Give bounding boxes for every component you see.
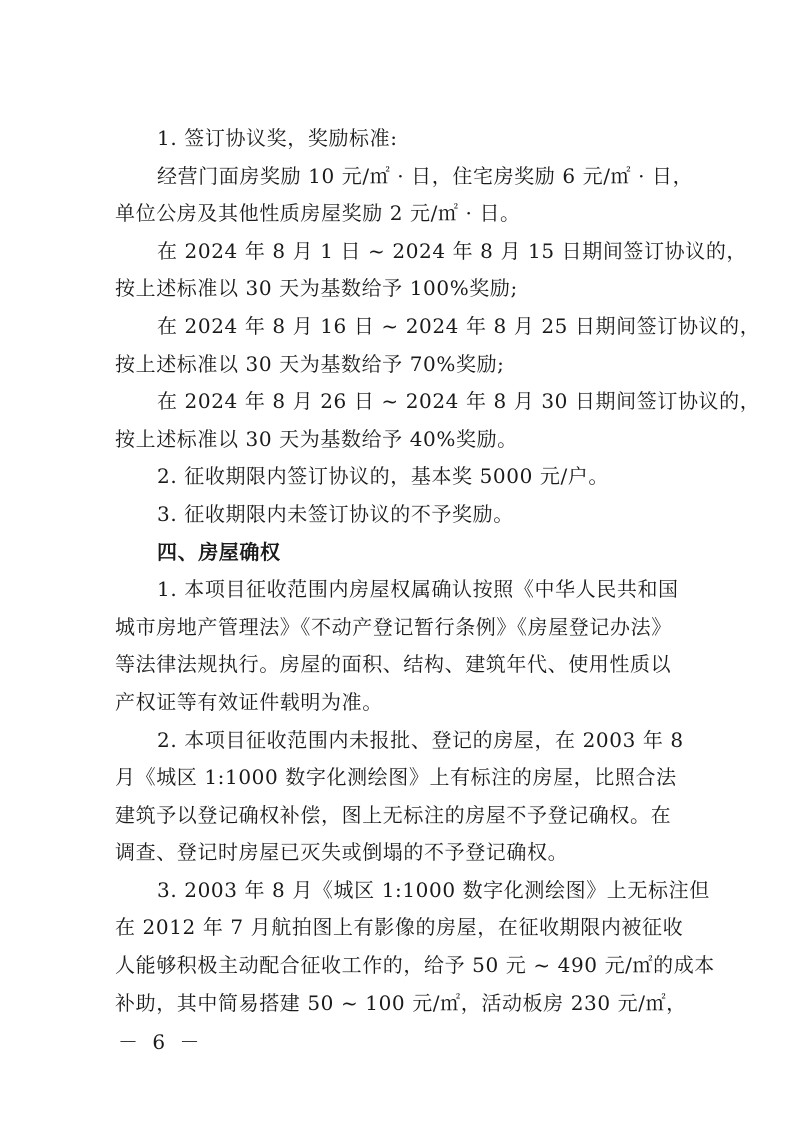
paragraph-line: 经营门面房奖励 10 元/㎡ · 日，住宅房奖励 6 元/㎡ · 日，: [157, 163, 694, 188]
document-body: [115, 120, 761, 1022]
paragraph-line: 3. 征收期限内未签订协议的不予奖励。: [157, 501, 514, 526]
paragraph-line: 1. 签订协议奖，奖励标准:: [157, 126, 398, 150]
section-heading: 四、房屋确权: [157, 539, 281, 564]
paragraph-line: 1. 本项目征收范围内房屋权属确认按照《中华人民共和国: [157, 577, 679, 602]
paragraph-line: 按上述标准以 30 天为基数给予 70%奖励;: [115, 351, 505, 376]
paragraph-line: 按上述标准以 30 天为基数给予 100%奖励;: [115, 276, 518, 301]
paragraph-line: 调查、登记时房屋已灭失或倒塌的不予登记确权。: [115, 840, 569, 865]
paragraph-line: 单位公房及其他性质房屋奖励 2 元/㎡ · 日。: [115, 201, 521, 226]
paragraph-line: 建筑予以登记确权补偿，图上无标注的房屋不予登记确权。在: [115, 802, 672, 827]
paragraph-line: 2. 征收期限内签订协议的，基本奖 5000 元/户。: [157, 464, 609, 489]
paragraph-line: 等法律法规执行。房屋的面积、结构、建筑年代、使用性质以: [115, 652, 672, 677]
page-number: － 6 －: [118, 1030, 204, 1054]
paragraph-line: 按上述标准以 30 天为基数给予 40%奖励。: [115, 426, 518, 451]
paragraph-line: 人能够积极主动配合征收工作的，给予 50 元 ~ 490 元/㎡的成本: [115, 953, 715, 978]
paragraph-line: 3. 2003 年 8 月《城区 1:1000 数字化测绘图》上无标注但: [157, 877, 710, 902]
paragraph-line: 月《城区 1:1000 数字化测绘图》上有标注的房屋，比照合法: [115, 765, 677, 790]
paragraph-line: 补助，其中简易搭建 50 ~ 100 元/㎡，活动板房 230 元/㎡，: [115, 990, 687, 1015]
paragraph-line: 2. 本项目征收范围内未报批、登记的房屋，在 2003 年 8: [157, 727, 684, 752]
paragraph-line: 产权证等有效证件载明为准。: [115, 689, 383, 714]
paragraph-line: 在 2024 年 8 月 1 日 ~ 2024 年 8 月 15 日期间签订协议的，: [157, 238, 748, 263]
paragraph-line: 在 2024 年 8 月 16 日 ~ 2024 年 8 月 25 日期间签订协议的，: [157, 313, 761, 338]
paragraph-line: 城市房地产管理法》《不动产登记暂行条例》《房屋登记办法》: [115, 614, 672, 639]
paragraph-line: 在 2024 年 8 月 26 日 ~ 2024 年 8 月 30 日期间签订协议的，: [157, 389, 761, 414]
paragraph-line: 在 2012 年 7 月航拍图上有影像的房屋，在征收期限内被征收: [115, 915, 684, 940]
